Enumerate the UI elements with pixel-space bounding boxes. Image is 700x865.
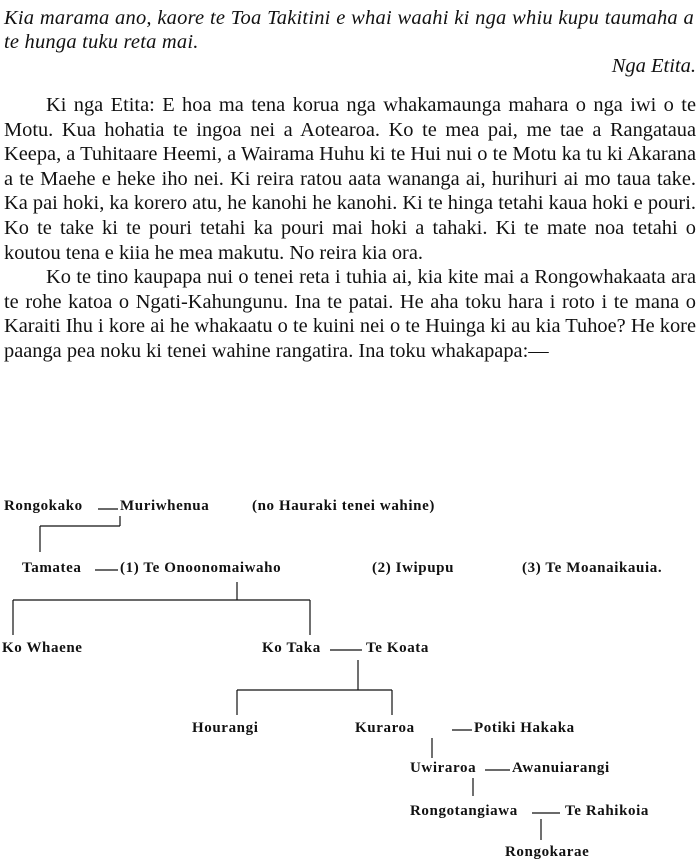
node-rongotangiawa: Rongotangiawa (410, 803, 518, 819)
letter-paragraph-1: Ki nga Etita: E hoa ma tena korua nga whakamaunga mahara o nga iwi o te Motu. Kua hohatia te ingoa nei a Aotearoa. Ko te mea pai, me tae a Rangataua Keepa, a Tuhitaare Heemi, a Wairama Huhu ki te Hui nui o te Motu ka tu ki Akarana a te Maehe e heke iho nei. Ki reira ratou aata wananga ai, hurihuri ai mo taua take. Ka pai hoki, ka korero atu, he kanohi he kanohi. Ki te hinga tetahi kaua hoki e pouri. Ko te take ki te pouri tetahi ka pouri mai hoki a tahaki. Ki te mate noa tetahi o koutou tena e kiia he mea makutu. No reira kia ora. (4, 94, 696, 264)
genealogy-chart (0, 490, 700, 865)
node-awanuiarangi: Awanuiarangi (512, 760, 610, 776)
node-hourangi: Hourangi (192, 720, 259, 736)
node-wife-1: (1) Te Onoonomaiwaho (120, 560, 282, 576)
node-te-rahikoia: Te Rahikoia (565, 803, 649, 819)
node-rongokarae: Rongokarae (505, 844, 590, 860)
node-tamatea: Tamatea (22, 560, 82, 576)
editor-note: Kia marama ano, kaore te Toa Takitini e whai waahi ki nga whiu kupu taumaha a te hunga tuku reta mai. (4, 7, 694, 53)
editor-signature: Nga Etita. (611, 55, 696, 77)
node-muriwhenua: Muriwhenua (120, 498, 210, 514)
node-taka: Ko Taka (262, 640, 321, 656)
node-whaene: Ko Whaene (2, 640, 83, 656)
node-te-koata: Te Koata (366, 640, 429, 656)
letter-body (4, 93, 696, 364)
letter-paragraph-2: Ko te tino kaupapa nui o tenei reta i tuhia ai, kia kite mai a Rongowhakaata ara te rohe katoa o Ngati-Kahungunu. Ina te patai. He aha toku hara i roto i te mana o Karaiti Ihu i kore ai he whakaatu o te kuini nei o te Huinga ki au kia Tuhoe? He kore paanga pea noku ki tenei wahine rangatira. Ina toku whakapapa:— (4, 266, 696, 362)
node-uwiraroa: Uwiraroa (410, 760, 477, 776)
node-wife-3: (3) Te Moanaikauia. (522, 560, 663, 576)
node-kuraroa: Kuraroa (355, 720, 415, 736)
node-muriwhenua-note: (no Hauraki tenei wahine) (252, 498, 435, 514)
node-rongokako: Rongokako (4, 498, 83, 514)
node-wife-2: (2) Iwipupu (372, 560, 455, 576)
node-potiki-hakaka: Potiki Hakaka (474, 720, 575, 736)
